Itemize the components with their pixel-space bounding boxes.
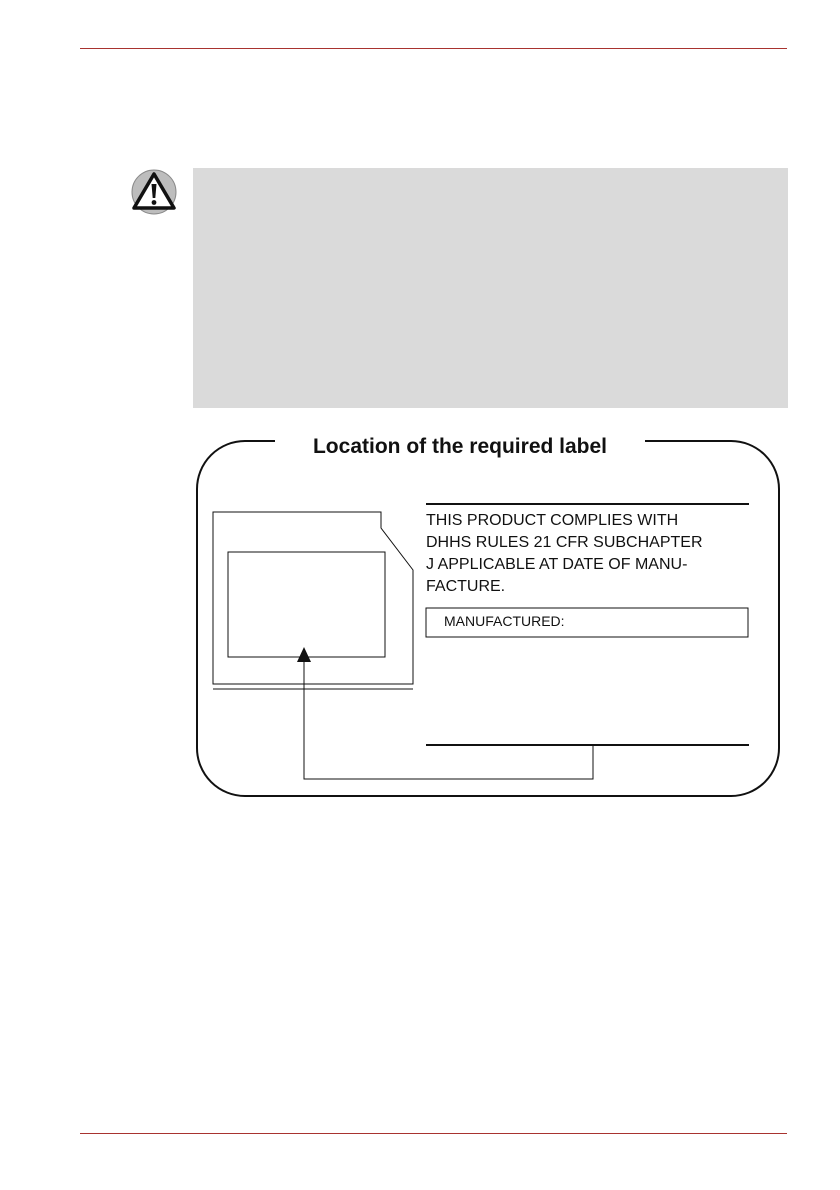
compliance-statement: [426, 510, 756, 598]
warning-message-box: [193, 168, 788, 408]
label-location-diagram: [193, 428, 785, 802]
manufactured-field-label: MANUFACTURED:: [444, 613, 565, 629]
compliance-line: J APPLICABLE AT DATE OF MANU-: [426, 556, 688, 573]
compliance-line: FACTURE.: [426, 578, 506, 595]
diagram-title: Location of the required label: [275, 434, 645, 460]
compliance-line: THIS PRODUCT COMPLIES WITH: [426, 512, 679, 529]
footer-rule: [80, 1133, 787, 1134]
compliance-line: DHHS RULES 21 CFR SUBCHAPTER: [426, 534, 703, 551]
warning-triangle-icon: [130, 168, 178, 216]
header-rule: [80, 48, 787, 49]
